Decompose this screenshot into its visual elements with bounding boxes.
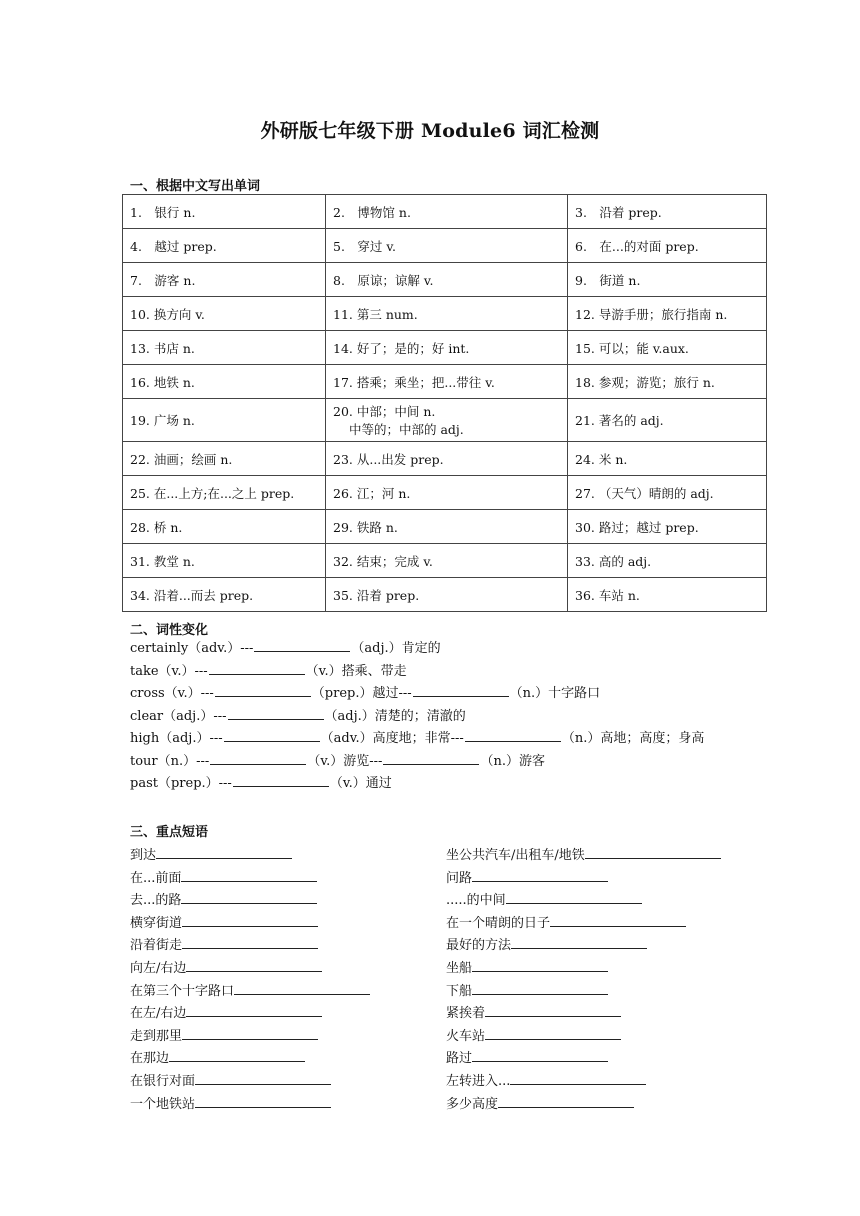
vocab-cell xyxy=(123,476,326,510)
phrase-item xyxy=(130,1071,430,1094)
word-form-line xyxy=(130,706,750,729)
vocab-item: 18. 参观；游览；旅行 n. xyxy=(575,374,715,390)
vocab-item: 30. 路过；越过 prep. xyxy=(575,519,699,535)
phrase-item xyxy=(446,958,766,981)
phrase-item xyxy=(130,1094,430,1117)
vocab-item: 19. 广场 n. xyxy=(130,413,195,428)
phrase-text: 下船 xyxy=(446,983,473,999)
vocab-row xyxy=(123,229,767,263)
vocab-row xyxy=(123,578,767,612)
vocab-row xyxy=(123,195,767,229)
vocab-cell xyxy=(326,544,568,578)
phrase-item xyxy=(446,1003,766,1026)
phrase-item xyxy=(446,890,766,913)
vocab-cell xyxy=(123,510,326,544)
answer-blank[interactable] xyxy=(224,728,320,742)
vocab-cell xyxy=(123,331,326,365)
vocab-cell xyxy=(568,331,767,365)
phrase-item xyxy=(130,981,430,1004)
answer-blank[interactable] xyxy=(550,913,686,927)
section-2-heading: 二、词性变化 xyxy=(130,623,209,638)
answer-blank[interactable] xyxy=(510,1071,646,1085)
vocab-row xyxy=(123,510,767,544)
phrase-item xyxy=(446,913,766,936)
form-text: take（v.）--- xyxy=(130,663,208,679)
form-text: cross（v.）--- xyxy=(130,686,214,701)
answer-blank[interactable] xyxy=(506,890,642,904)
vocab-item: 14. 好了；是的；好 int. xyxy=(333,340,470,356)
answer-blank[interactable] xyxy=(210,751,306,765)
vocab-cell xyxy=(326,399,568,442)
vocab-item: 8. 原谅；谅解 v. xyxy=(333,272,434,288)
phrase-text: 在银行对面 xyxy=(130,1073,196,1089)
phrase-text: 坐公共汽车/出租车/地铁 xyxy=(446,848,585,863)
phrase-text: 到达 xyxy=(130,848,157,863)
answer-blank[interactable] xyxy=(182,935,318,949)
form-text: （v.）通过 xyxy=(329,776,392,791)
vocab-cell xyxy=(326,510,568,544)
answer-blank[interactable] xyxy=(254,638,350,652)
answer-blank[interactable] xyxy=(234,981,370,995)
answer-blank[interactable] xyxy=(156,845,292,859)
vocab-item: 5. 穿过 v. xyxy=(333,238,396,254)
answer-blank[interactable] xyxy=(195,1094,331,1108)
answer-blank[interactable] xyxy=(215,683,311,697)
vocab-cell xyxy=(123,263,326,297)
section-1-heading: 一、根据中文写出单词 xyxy=(130,179,261,194)
word-form-line xyxy=(130,638,750,661)
phrase-text: 一个地铁站 xyxy=(130,1096,196,1112)
form-text: clear（adj.）--- xyxy=(130,708,227,724)
phrase-text: 在那边 xyxy=(130,1051,170,1067)
vocab-cell xyxy=(568,297,767,331)
vocab-row xyxy=(123,399,767,442)
phrase-text: 火车站 xyxy=(446,1028,486,1044)
vocab-cell xyxy=(123,578,326,612)
vocab-item: 36. 车站 n. xyxy=(575,587,640,603)
vocab-item: 4. 越过 prep. xyxy=(130,238,217,254)
answer-blank[interactable] xyxy=(181,868,317,882)
vocab-item: 1. 银行 n. xyxy=(130,204,196,220)
vocab-cell xyxy=(326,476,568,510)
phrase-item xyxy=(446,1026,766,1049)
vocab-cell xyxy=(326,263,568,297)
answer-blank[interactable] xyxy=(233,773,329,787)
vocab-row xyxy=(123,442,767,476)
word-form-line xyxy=(130,751,750,774)
vocab-cell xyxy=(123,229,326,263)
vocab-item: 34. 沿着...而去 prep. xyxy=(130,587,254,603)
vocab-cell xyxy=(326,331,568,365)
vocab-cell xyxy=(568,263,767,297)
answer-blank[interactable] xyxy=(485,1003,621,1017)
answer-blank[interactable] xyxy=(209,661,305,675)
phrase-item xyxy=(130,935,430,958)
phrase-item xyxy=(130,845,430,868)
vocab-item: 17. 搭乘；乘坐；把...带往 v. xyxy=(333,374,495,390)
vocab-item: 22. 油画；绘画 n. xyxy=(130,451,233,467)
vocab-cell xyxy=(568,578,767,612)
answer-blank[interactable] xyxy=(182,1026,318,1040)
vocab-row xyxy=(123,476,767,510)
answer-blank[interactable] xyxy=(228,706,324,720)
form-text: （n.）游客 xyxy=(480,753,545,769)
vocab-cell xyxy=(326,442,568,476)
section-3-heading: 三、重点短语 xyxy=(130,825,209,840)
answer-blank[interactable] xyxy=(485,1026,621,1040)
phrase-text: 问路 xyxy=(446,870,473,886)
phrase-item xyxy=(446,845,766,868)
answer-blank[interactable] xyxy=(169,1048,305,1062)
answer-blank[interactable] xyxy=(498,1094,634,1108)
vocab-item: 32. 结束；完成 v. xyxy=(333,553,433,569)
vocab-item: 7. 游客 n. xyxy=(130,272,196,288)
phrase-text: 走到那里 xyxy=(130,1028,183,1044)
phrase-text: 最好的方法 xyxy=(446,938,512,954)
vocab-item: 9. 街道 n. xyxy=(575,272,641,288)
phrase-item xyxy=(130,890,430,913)
answer-blank[interactable] xyxy=(465,728,561,742)
vocab-cell xyxy=(568,442,767,476)
form-text: （adj.）肯定的 xyxy=(351,641,441,656)
phrase-text: 坐船 xyxy=(446,960,473,976)
vocab-item: 20. 中部；中间 n. xyxy=(333,404,436,419)
vocab-item: 12. 导游手册；旅行指南 n. xyxy=(575,306,728,322)
phrases-right-column xyxy=(446,845,766,1116)
phrase-text: 左转进入... xyxy=(446,1073,511,1089)
vocab-cell xyxy=(568,365,767,399)
vocab-cell xyxy=(123,544,326,578)
vocab-item: 25. 在...上方;在...之上 prep. xyxy=(130,485,295,501)
vocab-cell xyxy=(326,229,568,263)
phrase-text: 路过 xyxy=(446,1051,473,1067)
form-text: （prep.）越过--- xyxy=(311,686,412,701)
phrase-text: 向左/右边 xyxy=(130,960,187,976)
form-text: high（adj.）--- xyxy=(130,731,223,746)
phrase-text: 在第三个十字路口 xyxy=(130,983,235,999)
vocab-item: 28. 桥 n. xyxy=(130,519,183,535)
phrase-item xyxy=(446,1048,766,1071)
vocab-item: 11. 第三 num. xyxy=(333,306,418,322)
phrase-text: .....的中间 xyxy=(446,893,506,909)
answer-blank[interactable] xyxy=(413,683,509,697)
phrase-text: 横穿街道 xyxy=(130,915,183,931)
phrase-item xyxy=(446,1094,766,1117)
word-forms xyxy=(130,638,750,796)
vocab-cell xyxy=(568,510,767,544)
word-form-line xyxy=(130,773,750,796)
phrase-text: 多少高度 xyxy=(446,1096,499,1112)
vocab-item: 16. 地铁 n. xyxy=(130,374,195,390)
vocab-item: 23. 从...出发 prep. xyxy=(333,451,444,467)
phrase-item xyxy=(446,981,766,1004)
phrases-left-column xyxy=(130,845,430,1116)
vocab-cell xyxy=(568,476,767,510)
phrase-text: 在左/右边 xyxy=(130,1006,187,1022)
vocab-item: 10. 换方向 v. xyxy=(130,306,205,322)
answer-blank[interactable] xyxy=(472,868,608,882)
phrase-item xyxy=(130,913,430,936)
vocab-cell xyxy=(123,365,326,399)
vocab-row xyxy=(123,544,767,578)
vocab-cell xyxy=(123,399,326,442)
form-text: certainly（adv.）--- xyxy=(130,641,254,656)
form-text: （v.）游览--- xyxy=(307,753,383,769)
vocab-cell xyxy=(326,578,568,612)
answer-blank[interactable] xyxy=(472,1048,608,1062)
vocabulary-table xyxy=(122,194,767,612)
vocab-item: 31. 教堂 n. xyxy=(130,553,195,569)
phrase-text: 沿着街走 xyxy=(130,938,183,954)
word-form-line xyxy=(130,661,750,684)
word-form-line xyxy=(130,683,750,706)
vocab-row xyxy=(123,365,767,399)
vocab-item: 27. （天气）晴朗的 adj. xyxy=(575,485,714,501)
form-text: （n.）十字路口 xyxy=(509,686,601,701)
word-form-line xyxy=(130,728,750,751)
phrase-item xyxy=(130,868,430,891)
answer-blank[interactable] xyxy=(383,751,479,765)
answer-blank[interactable] xyxy=(186,1003,322,1017)
answer-blank[interactable] xyxy=(186,958,322,972)
vocab-item: 24. 米 n. xyxy=(575,451,628,467)
vocab-item: 35. 沿着 prep. xyxy=(333,587,420,603)
vocab-cell xyxy=(568,544,767,578)
answer-blank[interactable] xyxy=(472,958,608,972)
vocab-item: 13. 书店 n. xyxy=(130,340,195,356)
page-title: 外研版七年级下册 Module6 词汇检测 xyxy=(260,120,600,142)
form-text: tour（n.）--- xyxy=(130,753,210,769)
vocab-cell xyxy=(326,297,568,331)
vocab-item: 21. 著名的 adj. xyxy=(575,413,664,428)
phrase-text: 紧挨着 xyxy=(446,1006,486,1022)
vocab-cell xyxy=(123,442,326,476)
vocab-item: 3. 沿着 prep. xyxy=(575,204,662,220)
vocab-cell xyxy=(568,399,767,442)
vocab-cell xyxy=(568,229,767,263)
vocab-item: 29. 铁路 n. xyxy=(333,519,398,535)
phrase-text: 在...前面 xyxy=(130,870,182,886)
vocab-cell xyxy=(326,365,568,399)
vocab-cell xyxy=(123,297,326,331)
vocab-row xyxy=(123,331,767,365)
phrase-item xyxy=(130,1048,430,1071)
form-text: （v.）搭乘、带走 xyxy=(305,663,407,679)
answer-blank[interactable] xyxy=(181,890,317,904)
vocab-item: 6. 在...的对面 prep. xyxy=(575,238,699,254)
answer-blank[interactable] xyxy=(195,1071,331,1085)
phrase-item xyxy=(130,958,430,981)
vocab-item: 33. 高的 adj. xyxy=(575,553,652,569)
vocab-row xyxy=(123,263,767,297)
form-text: （adv.）高度地；非常--- xyxy=(320,731,464,746)
phrase-item xyxy=(130,1003,430,1026)
phrase-item xyxy=(446,1071,766,1094)
form-text: （adj.）清楚的；清澈的 xyxy=(324,708,466,724)
answer-blank[interactable] xyxy=(511,935,647,949)
vocab-item-line2: 中等的；中部的 adj. xyxy=(349,422,464,437)
phrase-text: 在一个晴朗的日子 xyxy=(446,915,551,931)
phrase-item xyxy=(446,935,766,958)
answer-blank[interactable] xyxy=(182,913,318,927)
vocab-row xyxy=(123,297,767,331)
vocab-cell xyxy=(123,195,326,229)
vocab-item: 26. 江；河 n. xyxy=(333,485,411,501)
phrase-item xyxy=(446,868,766,891)
answer-blank[interactable] xyxy=(585,845,721,859)
vocab-cell xyxy=(568,195,767,229)
phrase-item xyxy=(130,1026,430,1049)
vocab-item: 2. 博物馆 n. xyxy=(333,204,411,220)
answer-blank[interactable] xyxy=(472,981,608,995)
form-text: （n.）高地；高度；身高 xyxy=(561,731,705,746)
phrase-text: 去...的路 xyxy=(130,893,182,909)
vocab-item: 15. 可以；能 v.aux. xyxy=(575,340,689,356)
vocab-cell xyxy=(326,195,568,229)
form-text: past（prep.）--- xyxy=(130,776,232,791)
